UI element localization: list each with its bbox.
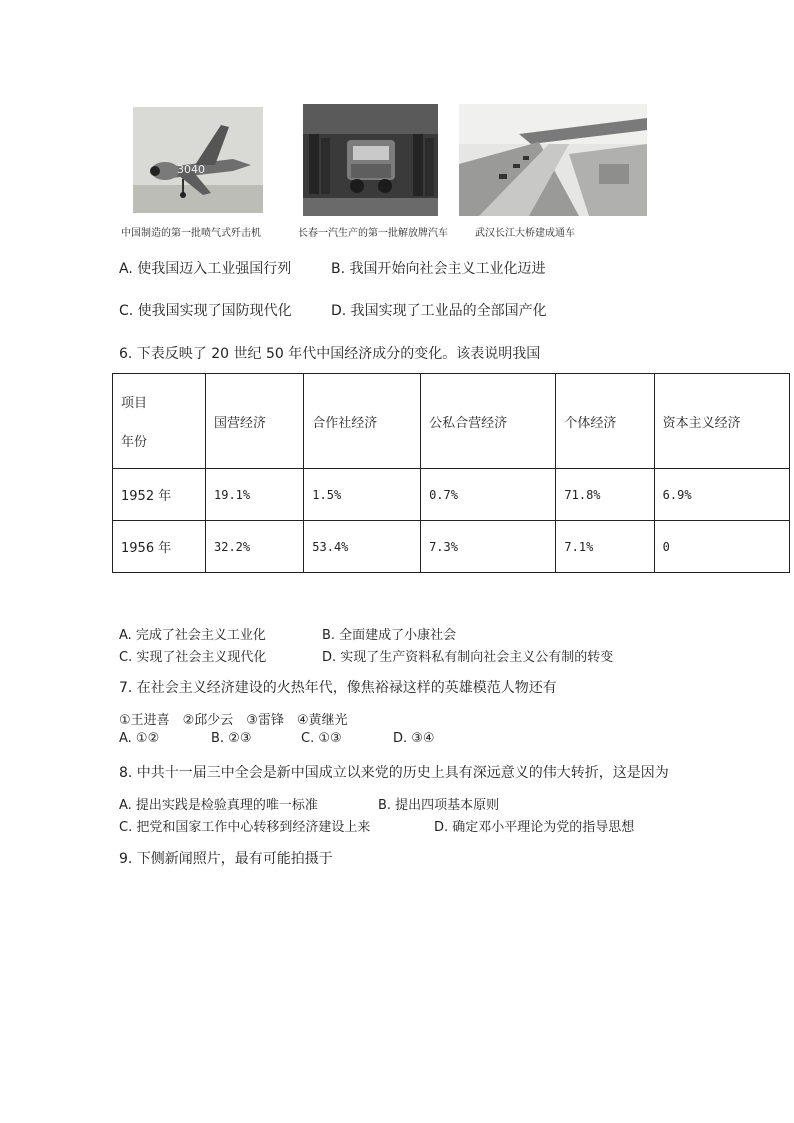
table-header: 个体经济: [556, 374, 654, 469]
table-cell: 7.1%: [556, 521, 654, 573]
table-header: 公私合营经济: [421, 374, 556, 469]
q7-option-b: B. ②③: [211, 731, 252, 746]
q8-stem: 8. 中共十一届三中全会是新中国成立以来党的历史上具有深远意义的伟大转折，这是因为: [119, 765, 669, 781]
table-cell: 6.9%: [654, 469, 789, 521]
q8-option-a: A. 提出实践是检验真理的唯一标准: [119, 798, 318, 813]
bridge-photo: [459, 104, 647, 216]
table-cell: 1.5%: [304, 469, 421, 521]
table-year-cell: 1952 年: [113, 469, 206, 521]
jet-fighter-photo: [133, 107, 263, 213]
q5-option-b: B. 我国开始向社会主义工业化迈进: [331, 261, 546, 277]
table-cell: 32.2%: [206, 521, 304, 573]
q8-option-c: C. 把党和国家工作中心转移到经济建设上来: [119, 820, 371, 835]
q7-option-a: A. ①②: [119, 731, 160, 746]
q6-option-a: A. 完成了社会主义工业化: [119, 628, 266, 643]
q7-stem: 7. 在社会主义经济建设的火热年代，像焦裕禄这样的英雄模范人物还有: [119, 680, 557, 696]
table-header: 国营经济: [206, 374, 304, 469]
table-cell: 0.7%: [421, 469, 556, 521]
q6-option-b: B. 全面建成了小康社会: [322, 628, 457, 643]
table-cell: 0: [654, 521, 789, 573]
svg-text:3040: 3040: [177, 163, 205, 176]
table-header: 资本主义经济: [654, 374, 789, 469]
table-row: [113, 469, 790, 521]
q7-option-c: C. ①③: [301, 731, 342, 746]
corner-label-year: 年份: [121, 435, 148, 450]
truck-caption: 长春一汽生产的第一批解放牌汽车: [298, 228, 448, 239]
truck-photo: [303, 104, 438, 216]
economy-table: [112, 373, 790, 573]
bridge-caption: 武汉长江大桥建成通车: [475, 228, 575, 239]
table-corner-cell: [113, 374, 206, 469]
q6-stem: 6. 下表反映了 20 世纪 50 年代中国经济成分的变化。该表说明我国: [119, 346, 541, 362]
table-cell: 7.3%: [421, 521, 556, 573]
table-year-cell: 1956 年: [113, 521, 206, 573]
q5-option-a: A. 使我国迈入工业强国行列: [119, 261, 292, 277]
q9-stem: 9. 下侧新闻照片，最有可能拍摄于: [119, 851, 333, 867]
q7-option-d: D. ③④: [393, 731, 435, 746]
q6-option-d: D. 实现了生产资料私有制向社会主义公有制的转变: [322, 650, 614, 665]
table-row: [113, 521, 790, 573]
table-header: 合作社经济: [304, 374, 421, 469]
table-cell: 71.8%: [556, 469, 654, 521]
q5-option-c: C. 使我国实现了国防现代化: [119, 303, 292, 319]
q8-option-d: D. 确定邓小平理论为党的指导思想: [434, 820, 635, 835]
q8-option-b: B. 提出四项基本原则: [378, 798, 500, 813]
corner-label-item: 项目: [121, 396, 148, 411]
table-cell: 53.4%: [304, 521, 421, 573]
jet-fighter-caption: 中国制造的第一批喷气式歼击机: [121, 228, 261, 239]
q6-option-c: C. 实现了社会主义现代化: [119, 650, 267, 665]
q7-items: ①王进喜 ②邱少云 ③雷锋 ④黄继光: [119, 713, 348, 728]
q5-option-d: D. 我国实现了工业品的全部国产化: [331, 303, 547, 319]
table-cell: 19.1%: [206, 469, 304, 521]
